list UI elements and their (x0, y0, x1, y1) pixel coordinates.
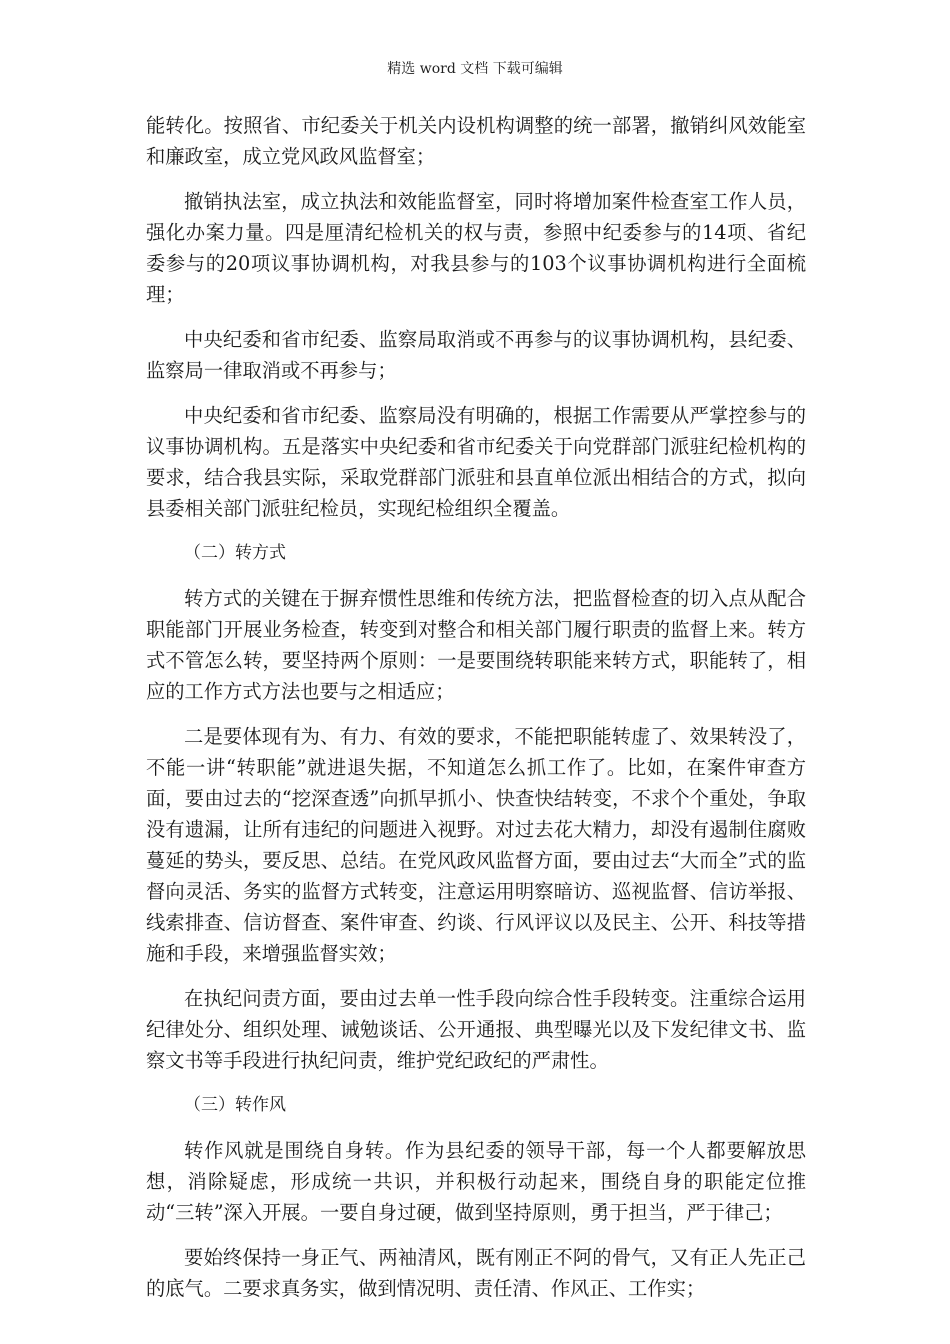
page-header: 精选 word 文档 下载可编辑 (387, 61, 563, 77)
paragraph-4: 中央纪委和省市纪委、监察局没有明确的，根据工作需要从严掌控参与的议事协调机构。五是落实中央纪委和省市纪委关于向党群部门派驻纪检机构的要求，结合我县实际，采取党群部门派驻和县直单位派出相结合的方式，拟向县委相关部门派驻纪检员，实现纪检组织全覆盖。 (146, 404, 806, 520)
paragraph-7: 在执纪问责方面，要由过去单一性手段向综合性手段转变。注重综合运用纪律处分、组织处理、诫勉谈话、公开通报、典型曝光以及下发纪律文书、监察文书等手段进行执纪问责，维护党纪政纪的严肃性。 (146, 987, 806, 1072)
paragraph-6: 二是要体现有为、有力、有效的要求，不能把职能转虚了、效果转没了，不能一讲“转职能”就进退失据，不知道怎么抓工作了。比如，在案件审查方面，要由过去的“挖深查透”向抓早抓小、快查快结转变，不求个个重处，争取没有遗漏，让所有违纪的问题进入视野。对过去花大精力，却没有遏制住腐败蔓延的势头，要反思、总结。在党风政风监督方面，要由过去“大而全”式的监督向灵活、务实的监督方式转变，注意运用明察暗访、巡视监督、信访举报、线索排查、信访督查、案件审查、约谈、行风评议以及民主、公开、科技等措施和手段，来增强监督实效； (146, 725, 806, 965)
paragraph-5: 转方式的关键在于摒弃惯性思维和传统方法，把监督检查的切入点从配合职能部门开展业务检查，转变到对整合和相关部门履行职责的监督上来。转方式不管怎么转，要坚持两个原则：一是要围绕转职能来转方式，职能转了，相应的工作方式方法也要与之相适应； (146, 587, 806, 703)
document-body (146, 110, 806, 1318)
paragraph-1: 能转化。按照省、市纪委关于机关内设机构调整的统一部署，撤销纠风效能室和廉政室，成立党风政风监督室； (146, 114, 806, 168)
section-heading-3: （三）转作风 (184, 1095, 286, 1115)
paragraph-3: 中央纪委和省市纪委、监察局取消或不再参与的议事协调机构，县纪委、监察局一律取消或不再参与； (146, 328, 806, 382)
paragraph-2: 撤销执法室，成立执法和效能监督室，同时将增加案件检查室工作人员，强化办案力量。四是厘清纪检机关的权与责，参照中纪委参与的14项、省纪委参与的20项议事协调机构，对我县参与的103个议事协调机构进行全面梳理； (146, 190, 806, 306)
section-heading-2: （二）转方式 (184, 543, 286, 563)
paragraph-9: 要始终保持一身正气、两袖清风，既有刚正不阿的骨气，又有正人先正己的底气。二要求真务实，做到情况明、责任清、作风正、工作实； (146, 1246, 806, 1300)
paragraph-8: 转作风就是围绕自身转。作为县纪委的领导干部，每一个人都要解放思想，消除疑虑，形成统一共识，并积极行动起来，围绕自身的职能定位推动“三转”深入开展。一要自身过硬，做到坚持原则，勇于担当，严于律己； (146, 1139, 806, 1224)
